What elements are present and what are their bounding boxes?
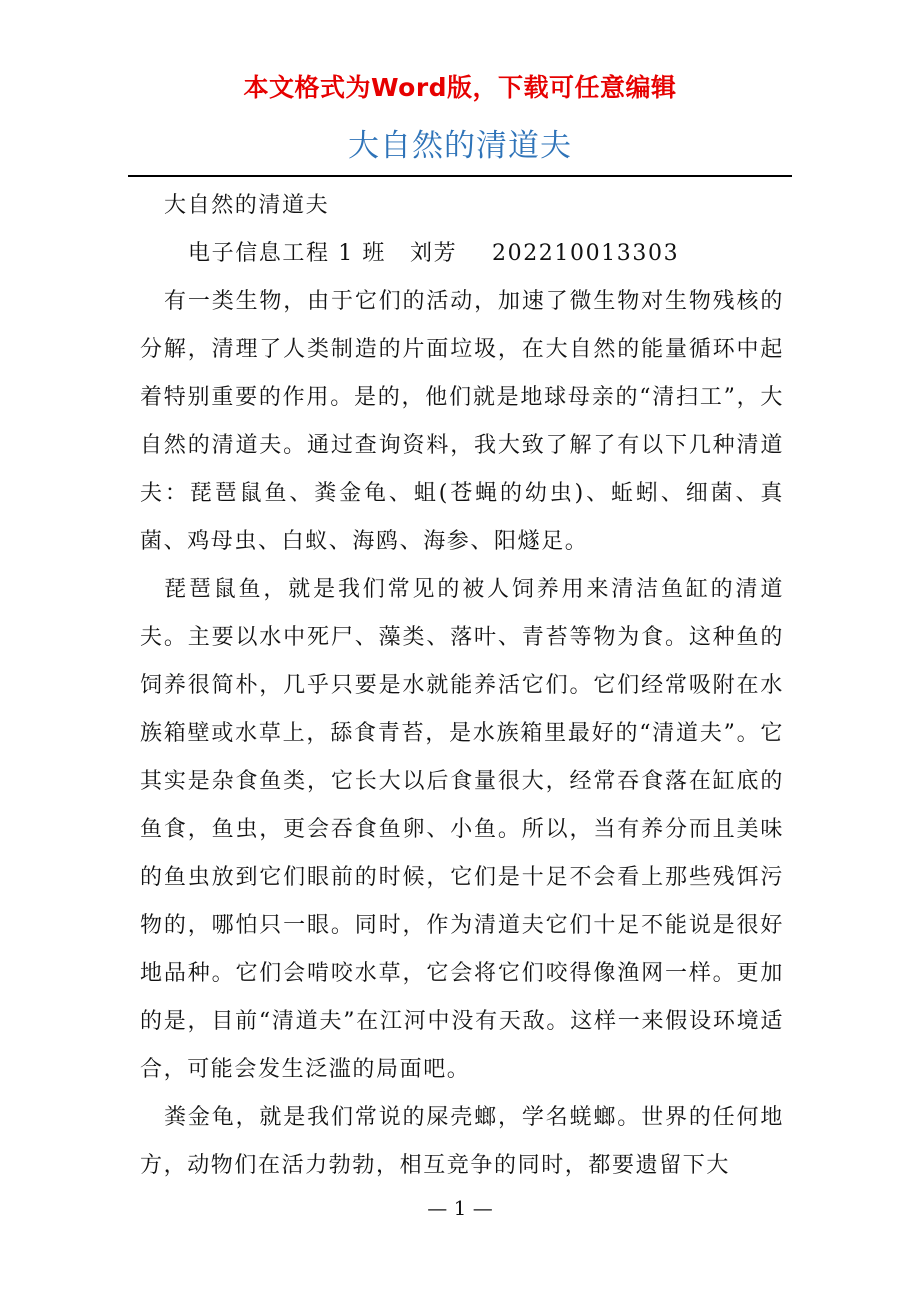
format-banner: 本文格式为Word版，下载可任意编辑 (243, 73, 677, 102)
title-divider (128, 175, 792, 177)
document-title: 大自然的清道夫 (348, 128, 572, 164)
subtitle: 大自然的清道夫 (164, 193, 330, 218)
page-number: — 1 — (427, 1196, 493, 1220)
document-body (140, 182, 784, 1190)
author-name: 刘芳 (410, 241, 458, 266)
paragraph: 粪金龟，就是我们常说的屎壳螂，学名蜣螂。世界的任何地方，动物们在活力勃勃，相互竞争的同时，都要遗留下大 (140, 1105, 784, 1178)
author-line (140, 230, 784, 278)
paragraph: 琵琶鼠鱼，就是我们常见的被人饲养用来清洁鱼缸的清道夫。主要以水中死尸、藻类、落叶、青苔等物为食。这种鱼的饲养很简朴，几乎只要是水就能养活它们。它们经常吸附在水族箱壁或水草上，舔食青苔，是水族箱里最好的“清道夫”。它其实是杂食鱼类，它长大以后食量很大，经常吞食落在缸底的鱼食，鱼虫，更会吞食鱼卵、小鱼。所以，当有养分而且美味的鱼虫放到它们眼前的时候，它们是十足不会看上那些残饵污物的，哪怕只一眼。同时，作为清道夫它们十足不能说是很好地品种。它们会啃咬水草，它会将它们咬得像渔网一样。更加的是，目前“清道夫”在江河中没有天敌。这样一来假设环境适合，可能会发生泛滥的局面吧。 (140, 577, 784, 1082)
class-name: 电子信息工程 1 班 (188, 241, 386, 266)
paragraph: 有一类生物，由于它们的活动，加速了微生物对生物残核的分解，清理了人类制造的片面垃圾，在大自然的能量循环中起着特别重要的作用。是的，他们就是地球母亲的“清扫工”，大自然的清道夫。通过查询资料，我大致了解了有以下几种清道夫：琵琶鼠鱼、粪金龟、蛆(苍蝇的幼虫)、蚯蚓、细菌、真菌、鸡母虫、白蚁、海鸥、海参、阳燧足。 (140, 289, 784, 554)
student-id: 202210013303 (492, 241, 680, 266)
